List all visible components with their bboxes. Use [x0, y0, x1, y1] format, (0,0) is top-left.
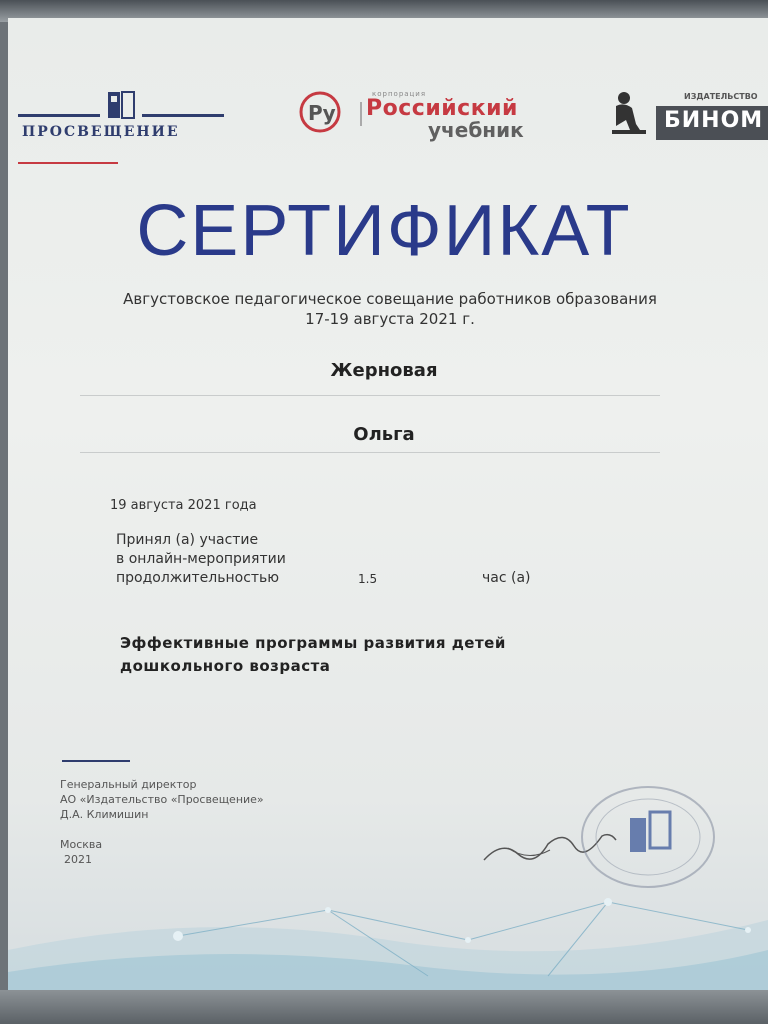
ru-divider — [360, 102, 362, 126]
event-name: Августовское педагогическое совещание работников образования — [123, 290, 657, 308]
signatory-position: Генеральный директор — [60, 778, 197, 791]
program-title-line2: дошкольного возраста — [120, 657, 331, 675]
surname-rule — [80, 395, 660, 396]
binom-publisher-label: ИЗДАТЕЛЬСТВО — [684, 92, 758, 101]
participation-line2: в онлайн-мероприятии — [116, 551, 286, 567]
binom-logo — [606, 88, 768, 144]
duration-unit: час (а) — [482, 570, 531, 586]
rossiyskiy-uchebnik-logo — [290, 86, 550, 146]
issue-date: 19 августа 2021 года — [110, 498, 257, 513]
ru-wordmark-line1: Российский — [366, 96, 518, 121]
signature-rule — [62, 760, 130, 762]
prosveshchenie-wordmark: ПРОСВЕЩЕНИЕ — [22, 124, 180, 140]
recipient-surname: Жерновая — [330, 360, 438, 381]
year: 2021 — [64, 853, 92, 866]
ru-corporation-label: корпорация — [372, 90, 427, 98]
event-dates: 17-19 августа 2021 г. — [305, 310, 475, 328]
signatory-company: АО «Издательство «Просвещение» — [60, 793, 264, 806]
ru-emblem-icon — [298, 90, 348, 140]
recipient-first-name: Ольга — [353, 424, 415, 445]
program-title-line1: Эффективные программы развития детей — [120, 634, 506, 652]
duration-value: 1.5 — [358, 572, 378, 586]
logo-strip — [8, 18, 768, 168]
city: Москва — [60, 838, 103, 851]
ru-wordmark-line2: учебник — [428, 118, 524, 142]
participation-line1: Принял (а) участие — [116, 532, 259, 548]
monitor-bezel-bottom — [0, 990, 768, 1024]
svg-text:Ру: Ру — [308, 101, 336, 125]
duration-label: продолжительностью — [116, 570, 280, 586]
certificate-title: СЕРТИФИКАТ — [136, 191, 632, 271]
company-stamp — [578, 782, 718, 892]
decorative-network-wave — [8, 880, 768, 990]
binom-reader-icon — [610, 90, 650, 140]
prosveshchenie-logo — [18, 88, 228, 148]
first-name-rule — [80, 452, 660, 453]
prosveshchenie-emblem-icon — [18, 88, 228, 128]
header-red-rule — [18, 162, 118, 164]
binom-wordmark: БИНОМ — [664, 108, 764, 133]
signatory-name: Д.А. Климишин — [60, 808, 149, 821]
